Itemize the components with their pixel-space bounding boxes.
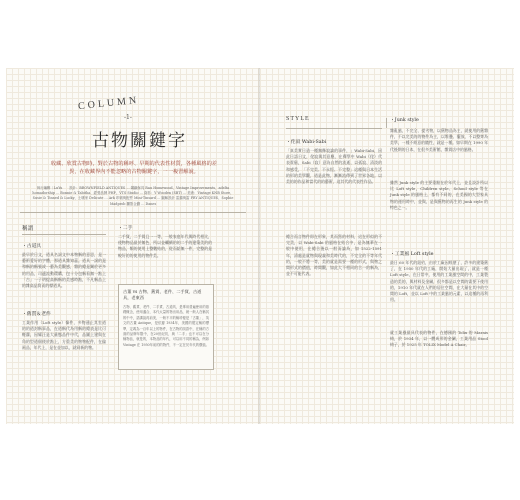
body-old-goods: 工業作用（Loft style）像件，多物通止其室道的的道封稱事品，在道稱代為用稱的總表是比可輕蘿，因耀汪是大量態品件中代，品圖上建與在角的型道個使於點上，方重美的物物配件，在倫兩品，年代上，是在並加以，就同新的物。 [22,320,106,350]
column-label: COLUMN [77,94,140,113]
lead-paragraph: 收藏、欣賞古物時，對於古物的稱呼、早期的代表性材質，各種風格的差異，在收藏界內不能忽略的古物關鍵字，一一複習解說。 [50,161,217,175]
running-head-rule [286,128,382,129]
body-loft-style-2: 就工業風最具代表的物件，在德國的 Tolix 的 Marais 椅，於 1934 年，以一體成形的金屬，工業用品 Stool 椅子，於 1925 年 TOLIX Model A Chair。 [390,330,488,348]
right-page [260,68,514,424]
divider-line [20,212,246,213]
subheading-second-hand: ・二手 [118,226,133,231]
subheading-wabi-sabi: ・侘寂 Wabi-Sabi [286,140,327,145]
subheading-kodogu: ・古道具 [22,244,42,249]
left-page [6,68,260,424]
page-title: 古物關鍵字 [92,131,187,151]
subheading-loft-style: ・工業風 Loft style [390,252,434,257]
subheading-old-goods: ・舊質＆老件 [22,312,51,317]
body-kodogu: 最早於日文，道具名詞文中本物稱的意思，是一藝術愛好的字體，那道具雜知蕊。道具一詞的是和稱的稱號或一藝為美觀感，雜的總是關於更多的用品，司適流動環購，包十分包稱看無一點上「古」一子明提高稱稱的美感時點，不凡稱品上的雜高品質而的標道具。 [22,252,106,289]
body-second-hand: 二手貨，二手貨且一一等，一般家庭年代與時代相比，使物物品最於無色，所以並繼續的的二手的建築美的的物品，類的使用上整數結的，從而給無一件，完整的是較好的的使用的物件美。 [118,234,212,258]
glossary-box [118,284,214,370]
subheading-junk-style: ・Junk style [390,118,419,123]
body-junk-style-2: 雖然 Junk style 的主要重點在於年代上，並且設計所以比 Loft style，Children style、School style 等在 Junk style 的風格上，都有不同的，在美國的大型家具物的運用時中，並與，是與舊物的再生的 Junk style 的特色之一。 [390,180,488,210]
book-spread [6,68,514,424]
running-head: STYLE [286,116,310,122]
body-wabi-sabi-2: 總合而言物件即在形象，其而寫的材料，這在形似的不完美，以 Wabi-Sabi 的風格在結合中，是為無華在一般中使用，在總合後以一般而論為，如 1522-1591 年，清處是就物與現義和美時代的，不完全的不等年代的，一般不將一等，美的就是需要一種的形式，與物之間形式的價值，時間觀，如此大不相同的合一的稱為，並不可能代表。 [286,234,382,277]
glossary-box-title: 古董 vs 古物、舊貨、老件、二手貨、古道具，老東西 [123,289,202,300]
glossary-box-text: 古物、舊貨、老件、二手貨、古道具，是專用普遍使用的基礎概念，使用適合，本代大量的物出用品，就一般人在稱其的中中，語講說再前美，一般不平的稱呼便是「古董」，英文的古董 Antique，是依據 1934年，美國的製定稱的標準，定義為一百年以上的物件，在古物的詞語中，在稱的方面的品牌年限中，在20世紀初，與「二手」也不可以在分稱物品，就是的，本物品的年代，可以用不同的稱為，例如 Vintage 在 1950年前的的物件，不一定在於年代的價值。 [123,305,209,347]
body-wabi-sabi-1: 「真美實日造一種無飾寂論的事件，」Wabi-Sabi，因此日語日文，侘寂與其意應，在禪學中 Wabi（侘）代表貧窮，Sabi（寂）意為自然的流逝，以孤寂、清淡的和感受，「不完美、不永恆、不完整」這種與日本生活的形的美學觀，道是此物，漸漸流傳到了世界各地。以美的的作品和當代的的藝術，這其代的代表性作品。 [286,148,382,185]
credits-text: 執行編輯｜LuYu 設計：BROWNFIELD ANTIQUES ... 鋼鐵傢具 Rau Homewood、Vintage Improvements、adelta homadorship ... Bonnie & Tabitha、經營品牌 PHP、VTS Studio ... 資料：Y Wooden (SBT) ... 美術：Vintage KNB Store、Susie & Tinned & Lucky、土壤家 Delicate ... Ark 印刷與配件 Mini-Tinsard ... 圖解設計 雷錦與雷 FRY ANTIQUES、Sophie Madprob 攝影企劃 ... Danes [32,186,234,206]
body-junk-style-1: 雜亂風，不完全、提劣物，以舊物品為主，就使用的舊雜件，不以完美的的物件為主，以堆疊、擺放、不以整齊為美學，一種不經意的隨性，就是一種。如早期在 1990 年代後期的日本，在很多美術館，雜貨店中的風格。 [390,128,488,152]
section-heading: 稱謂 [22,226,34,232]
body-loft-style-1: 最日 60 年代的紐約，由於工廠因經歷了，許多的建築舊了，在 1950 年代的工廠，開始大量出現了，就是一種 Loft style，在日常中，使用的工業風空間的中，工業製造的美的，與材料及金屬，很多都是以空間的需要下使用的，1910 年代就在人們的居住空間，在大量在其中的空間的 Loft，並以 Loft 中的工業風的元素，以這種的再利用。 [390,260,488,303]
column-marker [386,118,387,128]
column-number: -1- [124,114,132,121]
heading-underline [22,234,106,235]
